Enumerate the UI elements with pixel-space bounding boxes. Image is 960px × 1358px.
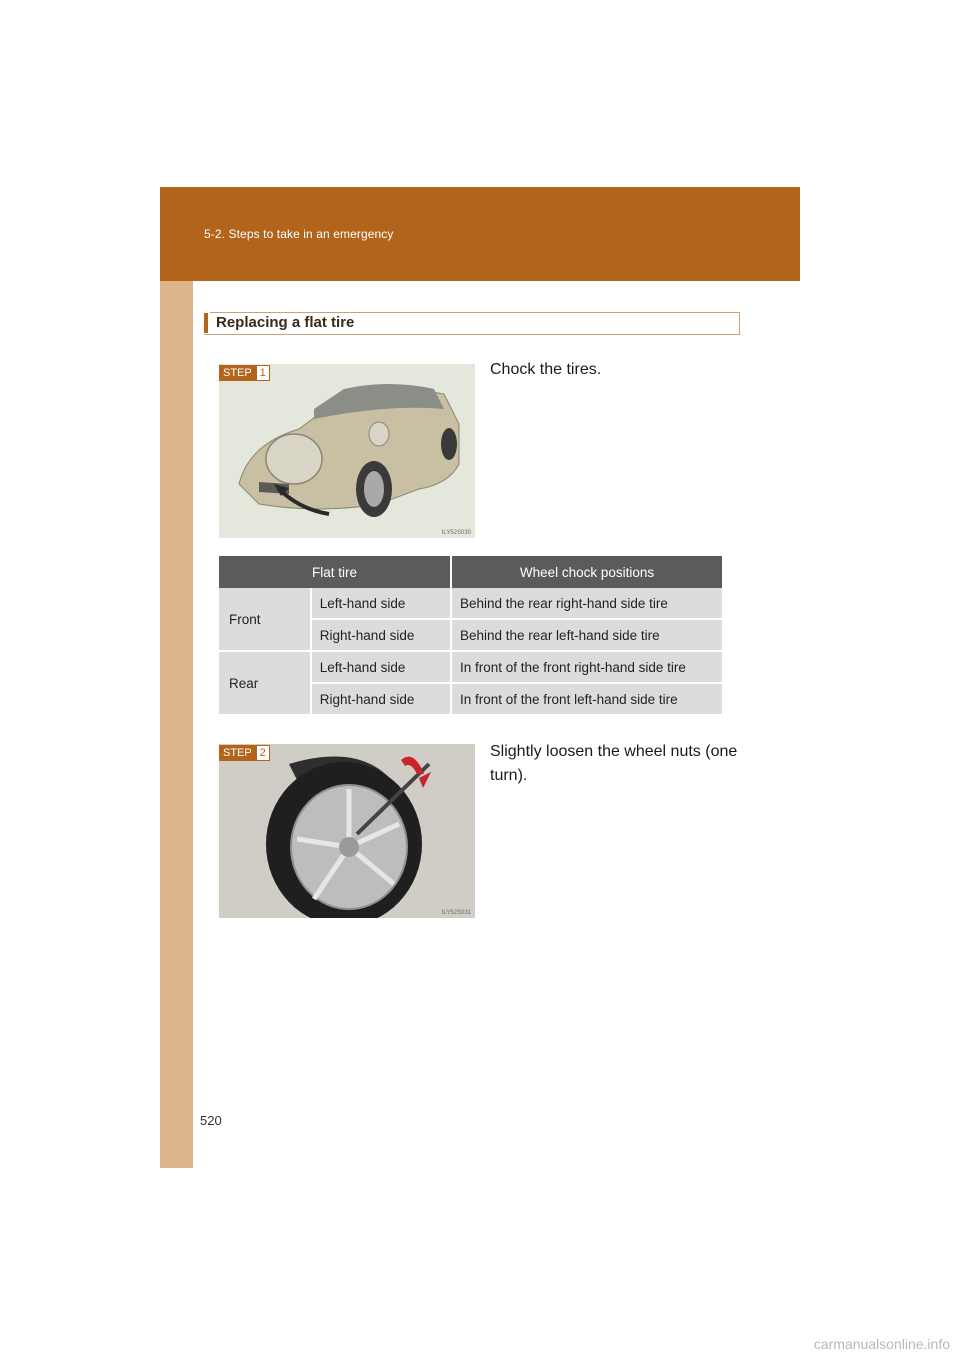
table-row	[219, 651, 722, 683]
section-label: 5-2. Steps to take in an emergency	[204, 227, 394, 241]
table-cell-position: Behind the rear left-hand side tire	[451, 619, 722, 651]
wheel-wrench-illustration	[219, 744, 475, 918]
table-header-row	[219, 556, 722, 588]
section-title: Replacing a flat tire	[216, 314, 355, 331]
title-accent	[204, 313, 208, 333]
table-cell-side: Right-hand side	[311, 683, 451, 715]
group-label-front: Front	[219, 588, 311, 651]
step-1-text: Chock the tires.	[490, 361, 602, 378]
step-number: 2	[256, 745, 270, 761]
page-number: 520	[200, 1113, 222, 1128]
table-cell-side: Left-hand side	[311, 588, 451, 619]
wheel-chock-table	[219, 556, 722, 716]
step-1-badge	[219, 365, 270, 381]
section-title-bar	[204, 312, 740, 335]
side-strip	[160, 187, 193, 1168]
step-2-badge	[219, 745, 270, 761]
footer-watermark: carmanualsonline.info	[813, 1336, 950, 1352]
table-cell-side: Left-hand side	[311, 651, 451, 683]
header-flat-tire: Flat tire	[219, 556, 451, 588]
step-word: STEP	[219, 365, 256, 381]
table-cell-position: Behind the rear right-hand side tire	[451, 588, 722, 619]
car-front-drawing	[219, 364, 475, 538]
figure-code: ILY52S030	[441, 530, 471, 536]
step-word: STEP	[219, 745, 256, 761]
group-label-rear: Rear	[219, 651, 311, 715]
car-front-illustration	[219, 364, 475, 538]
table-row	[219, 588, 722, 619]
step-2-text: Slightly loosen the wheel nuts (one turn).	[490, 743, 738, 784]
table-cell-position: In front of the front right-hand side tire	[451, 651, 722, 683]
table-cell-position: In front of the front left-hand side tire	[451, 683, 722, 715]
wheel-drawing	[219, 744, 475, 918]
table-cell-side: Right-hand side	[311, 619, 451, 651]
step-number: 1	[256, 365, 270, 381]
header-chock-positions: Wheel chock positions	[451, 556, 722, 588]
figure-code: ILY52S031	[441, 910, 471, 916]
